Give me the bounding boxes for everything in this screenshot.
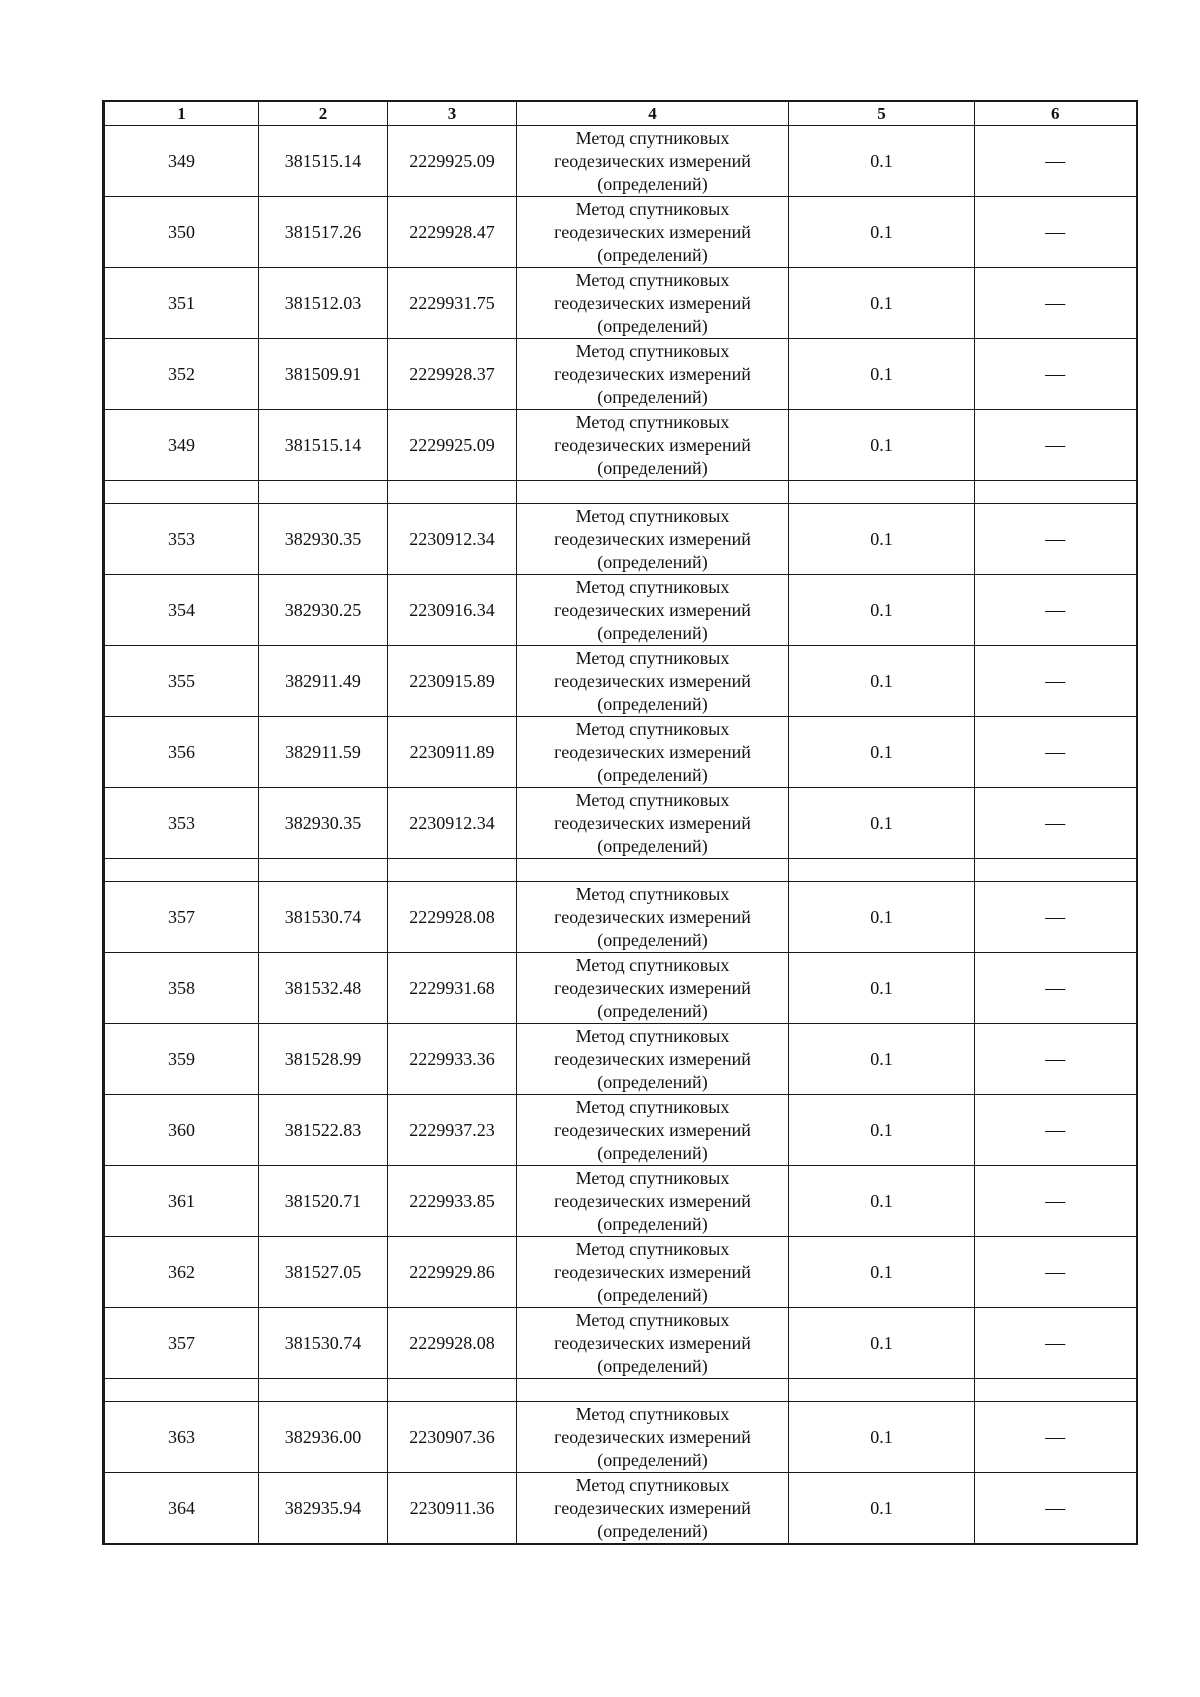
empty-cell xyxy=(104,1379,259,1402)
cell-x-coordinate-text: 381520.71 xyxy=(284,1190,362,1211)
cell-accuracy-text: 0.1 xyxy=(870,906,893,927)
cell-note xyxy=(975,1166,1137,1237)
cell-x-coordinate xyxy=(259,788,388,859)
table-row xyxy=(104,1024,1137,1095)
cell-x-coordinate xyxy=(259,1473,388,1545)
cell-y-coordinate xyxy=(388,717,517,788)
cell-note-text: — xyxy=(1045,740,1066,763)
cell-point-number-text: 355 xyxy=(168,670,195,691)
cell-note xyxy=(975,1024,1137,1095)
cell-method-text: Метод спутниковых геодезических измерений (определений) xyxy=(554,647,751,714)
cell-y-coordinate xyxy=(388,410,517,481)
empty-cell xyxy=(789,481,975,504)
cell-point-number xyxy=(104,882,259,953)
cell-point-number-text: 352 xyxy=(168,363,195,384)
cell-x-coordinate-text: 382935.94 xyxy=(284,1497,362,1518)
cell-x-coordinate xyxy=(259,197,388,268)
cell-accuracy-text: 0.1 xyxy=(870,977,893,998)
cell-method xyxy=(517,197,789,268)
cell-y-coordinate xyxy=(388,953,517,1024)
cell-note xyxy=(975,717,1137,788)
separator-row xyxy=(104,859,1137,882)
cell-accuracy-text: 0.1 xyxy=(870,434,893,455)
empty-cell xyxy=(388,481,517,504)
empty-cell xyxy=(517,1379,789,1402)
cell-note xyxy=(975,953,1137,1024)
cell-y-coordinate xyxy=(388,1095,517,1166)
empty-cell xyxy=(517,481,789,504)
cell-accuracy xyxy=(789,1166,975,1237)
cell-method xyxy=(517,339,789,410)
cell-point-number xyxy=(104,717,259,788)
cell-y-coordinate-text: 2229937.23 xyxy=(409,1119,495,1140)
empty-cell xyxy=(789,859,975,882)
cell-accuracy-text: 0.1 xyxy=(870,221,893,242)
cell-point-number xyxy=(104,1237,259,1308)
cell-note xyxy=(975,126,1137,197)
cell-method xyxy=(517,504,789,575)
cell-point-number-text: 351 xyxy=(168,292,195,313)
cell-point-number-text: 358 xyxy=(168,977,195,998)
cell-method xyxy=(517,953,789,1024)
cell-accuracy xyxy=(789,1024,975,1095)
cell-accuracy-text: 0.1 xyxy=(870,1190,893,1211)
cell-method-text: Метод спутниковых геодезических измерений (определений) xyxy=(554,954,751,1021)
cell-x-coordinate-text: 381515.14 xyxy=(284,434,362,455)
cell-y-coordinate-text: 2229928.37 xyxy=(409,363,495,384)
cell-method-text: Метод спутниковых геодезических измерений (определений) xyxy=(554,1474,751,1541)
cell-x-coordinate xyxy=(259,717,388,788)
cell-note-text: — xyxy=(1045,527,1066,550)
cell-accuracy-text: 0.1 xyxy=(870,150,893,171)
cell-note xyxy=(975,1095,1137,1166)
cell-y-coordinate-text: 2229928.08 xyxy=(409,1332,495,1353)
cell-accuracy xyxy=(789,882,975,953)
cell-point-number-text: 349 xyxy=(168,150,195,171)
cell-note-text: — xyxy=(1045,220,1066,243)
cell-y-coordinate xyxy=(388,646,517,717)
empty-cell xyxy=(789,1379,975,1402)
cell-accuracy xyxy=(789,575,975,646)
cell-note-text: — xyxy=(1045,433,1066,456)
empty-cell xyxy=(388,859,517,882)
cell-point-number-text: 356 xyxy=(168,741,195,762)
cell-method-text: Метод спутниковых геодезических измерений (определений) xyxy=(554,1309,751,1376)
cell-note-text: — xyxy=(1045,905,1066,928)
separator-row xyxy=(104,1379,1137,1402)
cell-note xyxy=(975,788,1137,859)
cell-y-coordinate-text: 2230911.89 xyxy=(409,741,495,762)
cell-accuracy xyxy=(789,1237,975,1308)
cell-note-text: — xyxy=(1045,149,1066,172)
cell-method xyxy=(517,882,789,953)
table-row xyxy=(104,1308,1137,1379)
cell-point-number-text: 363 xyxy=(168,1426,195,1447)
cell-accuracy xyxy=(789,504,975,575)
cell-point-number xyxy=(104,575,259,646)
cell-x-coordinate xyxy=(259,504,388,575)
cell-note xyxy=(975,410,1137,481)
table-row xyxy=(104,575,1137,646)
cell-accuracy-text: 0.1 xyxy=(870,670,893,691)
cell-y-coordinate-text: 2229925.09 xyxy=(409,150,495,171)
empty-cell xyxy=(975,859,1137,882)
cell-y-coordinate xyxy=(388,126,517,197)
empty-cell xyxy=(104,481,259,504)
cell-method xyxy=(517,410,789,481)
cell-point-number xyxy=(104,788,259,859)
cell-point-number-text: 360 xyxy=(168,1119,195,1140)
cell-point-number xyxy=(104,1308,259,1379)
cell-point-number xyxy=(104,197,259,268)
cell-method xyxy=(517,717,789,788)
cell-note xyxy=(975,882,1137,953)
cell-point-number-text: 361 xyxy=(168,1190,195,1211)
cell-y-coordinate-text: 2229931.68 xyxy=(409,977,495,998)
cell-accuracy xyxy=(789,339,975,410)
cell-method-text: Метод спутниковых геодезических измерений (определений) xyxy=(554,1403,751,1470)
cell-point-number-text: 353 xyxy=(168,812,195,833)
cell-point-number-text: 349 xyxy=(168,434,195,455)
cell-method xyxy=(517,1402,789,1473)
cell-note-text: — xyxy=(1045,1331,1066,1354)
empty-cell xyxy=(104,859,259,882)
cell-point-number xyxy=(104,1402,259,1473)
cell-x-coordinate-text: 382911.49 xyxy=(285,670,361,691)
empty-cell xyxy=(259,859,388,882)
cell-method-text: Метод спутниковых геодезических измерений (определений) xyxy=(554,269,751,336)
cell-accuracy-text: 0.1 xyxy=(870,599,893,620)
header-col-1: 1 xyxy=(104,101,259,126)
cell-point-number-text: 354 xyxy=(168,599,195,620)
cell-accuracy xyxy=(789,126,975,197)
cell-note xyxy=(975,1402,1137,1473)
header-col-6: 6 xyxy=(975,101,1137,126)
cell-method-text: Метод спутниковых геодезических измерений (определений) xyxy=(554,411,751,478)
table-body xyxy=(104,126,1137,1545)
cell-note-text: — xyxy=(1045,811,1066,834)
cell-y-coordinate xyxy=(388,1473,517,1545)
cell-point-number xyxy=(104,410,259,481)
empty-cell xyxy=(259,1379,388,1402)
cell-x-coordinate xyxy=(259,646,388,717)
cell-x-coordinate-text: 381528.99 xyxy=(284,1048,362,1069)
table-row xyxy=(104,504,1137,575)
empty-cell xyxy=(975,1379,1137,1402)
cell-note-text: — xyxy=(1045,669,1066,692)
cell-accuracy-text: 0.1 xyxy=(870,741,893,762)
cell-y-coordinate-text: 2229933.36 xyxy=(409,1048,495,1069)
table-row xyxy=(104,126,1137,197)
cell-note xyxy=(975,1308,1137,1379)
cell-method xyxy=(517,1095,789,1166)
cell-y-coordinate xyxy=(388,197,517,268)
cell-method-text: Метод спутниковых геодезических измерений (определений) xyxy=(554,1238,751,1305)
cell-x-coordinate xyxy=(259,410,388,481)
cell-note xyxy=(975,504,1137,575)
cell-note-text: — xyxy=(1045,291,1066,314)
cell-note-text: — xyxy=(1045,1118,1066,1141)
cell-accuracy-text: 0.1 xyxy=(870,363,893,384)
cell-x-coordinate xyxy=(259,339,388,410)
cell-note-text: — xyxy=(1045,1189,1066,1212)
table-row xyxy=(104,268,1137,339)
cell-y-coordinate-text: 2229933.85 xyxy=(409,1190,495,1211)
empty-cell xyxy=(259,481,388,504)
cell-x-coordinate xyxy=(259,953,388,1024)
header-col-3: 3 xyxy=(388,101,517,126)
cell-accuracy xyxy=(789,197,975,268)
cell-x-coordinate-text: 381530.74 xyxy=(284,906,362,927)
cell-x-coordinate-text: 381530.74 xyxy=(284,1332,362,1353)
cell-point-number-text: 353 xyxy=(168,528,195,549)
cell-method xyxy=(517,575,789,646)
table-row xyxy=(104,1166,1137,1237)
cell-x-coordinate xyxy=(259,268,388,339)
coordinates-table xyxy=(102,100,1138,1545)
cell-point-number xyxy=(104,646,259,717)
cell-accuracy-text: 0.1 xyxy=(870,1426,893,1447)
cell-point-number xyxy=(104,339,259,410)
empty-cell xyxy=(975,481,1137,504)
cell-accuracy xyxy=(789,410,975,481)
cell-y-coordinate-text: 2230916.34 xyxy=(409,599,495,620)
cell-point-number-text: 357 xyxy=(168,1332,195,1353)
cell-point-number xyxy=(104,1166,259,1237)
cell-note xyxy=(975,268,1137,339)
cell-x-coordinate-text: 382911.59 xyxy=(285,741,361,762)
cell-x-coordinate-text: 382930.35 xyxy=(284,528,362,549)
cell-x-coordinate xyxy=(259,882,388,953)
cell-x-coordinate-text: 381532.48 xyxy=(284,977,362,998)
table-row xyxy=(104,788,1137,859)
cell-point-number xyxy=(104,1024,259,1095)
table-header xyxy=(104,101,1137,126)
cell-y-coordinate-text: 2230915.89 xyxy=(409,670,495,691)
cell-method-text: Метод спутниковых геодезических измерений (определений) xyxy=(554,198,751,265)
cell-accuracy xyxy=(789,953,975,1024)
cell-y-coordinate-text: 2229925.09 xyxy=(409,434,495,455)
cell-method xyxy=(517,126,789,197)
table-row xyxy=(104,953,1137,1024)
header-col-4: 4 xyxy=(517,101,789,126)
cell-y-coordinate-text: 2230912.34 xyxy=(409,528,495,549)
header-row xyxy=(104,101,1137,126)
cell-accuracy-text: 0.1 xyxy=(870,292,893,313)
cell-note xyxy=(975,575,1137,646)
cell-x-coordinate xyxy=(259,1308,388,1379)
cell-note-text: — xyxy=(1045,1496,1066,1519)
header-col-5: 5 xyxy=(789,101,975,126)
cell-point-number xyxy=(104,1095,259,1166)
cell-y-coordinate-text: 2229928.47 xyxy=(409,221,495,242)
cell-note-text: — xyxy=(1045,976,1066,999)
cell-x-coordinate xyxy=(259,1095,388,1166)
cell-point-number-text: 362 xyxy=(168,1261,195,1282)
cell-method-text: Метод спутниковых геодезических измерений (определений) xyxy=(554,1167,751,1234)
table-row xyxy=(104,1095,1137,1166)
cell-y-coordinate xyxy=(388,788,517,859)
cell-x-coordinate-text: 381512.03 xyxy=(284,292,362,313)
cell-point-number-text: 357 xyxy=(168,906,195,927)
cell-accuracy xyxy=(789,646,975,717)
cell-accuracy xyxy=(789,1473,975,1545)
cell-point-number xyxy=(104,1473,259,1545)
cell-note-text: — xyxy=(1045,1425,1066,1448)
cell-method xyxy=(517,646,789,717)
cell-point-number xyxy=(104,268,259,339)
cell-method-text: Метод спутниковых геодезических измерений (определений) xyxy=(554,1096,751,1163)
cell-x-coordinate xyxy=(259,1024,388,1095)
cell-note-text: — xyxy=(1045,1260,1066,1283)
cell-accuracy-text: 0.1 xyxy=(870,1497,893,1518)
cell-y-coordinate-text: 2229929.86 xyxy=(409,1261,495,1282)
cell-y-coordinate-text: 2229928.08 xyxy=(409,906,495,927)
cell-method-text: Метод спутниковых геодезических измерений (определений) xyxy=(554,576,751,643)
cell-method-text: Метод спутниковых геодезических измерений (определений) xyxy=(554,127,751,194)
cell-y-coordinate xyxy=(388,1402,517,1473)
cell-x-coordinate-text: 381527.05 xyxy=(284,1261,362,1282)
cell-method-text: Метод спутниковых геодезических измерений (определений) xyxy=(554,1025,751,1092)
cell-y-coordinate xyxy=(388,268,517,339)
cell-method-text: Метод спутниковых геодезических измерений (определений) xyxy=(554,883,751,950)
separator-row xyxy=(104,481,1137,504)
cell-accuracy xyxy=(789,717,975,788)
cell-y-coordinate xyxy=(388,1024,517,1095)
cell-method-text: Метод спутниковых геодезических измерений (определений) xyxy=(554,340,751,407)
table-row xyxy=(104,646,1137,717)
cell-accuracy xyxy=(789,1402,975,1473)
cell-method xyxy=(517,1237,789,1308)
cell-y-coordinate xyxy=(388,1237,517,1308)
cell-method-text: Метод спутниковых геодезических измерений (определений) xyxy=(554,718,751,785)
cell-x-coordinate-text: 381509.91 xyxy=(284,363,362,384)
cell-note xyxy=(975,1473,1137,1545)
cell-method xyxy=(517,1166,789,1237)
cell-y-coordinate xyxy=(388,1166,517,1237)
cell-x-coordinate-text: 381522.83 xyxy=(284,1119,362,1140)
cell-method xyxy=(517,268,789,339)
table-row xyxy=(104,882,1137,953)
cell-accuracy-text: 0.1 xyxy=(870,1261,893,1282)
cell-note xyxy=(975,197,1137,268)
cell-method xyxy=(517,788,789,859)
cell-x-coordinate xyxy=(259,126,388,197)
cell-accuracy-text: 0.1 xyxy=(870,1332,893,1353)
cell-accuracy xyxy=(789,788,975,859)
cell-note xyxy=(975,646,1137,717)
cell-accuracy-text: 0.1 xyxy=(870,528,893,549)
cell-x-coordinate xyxy=(259,1402,388,1473)
empty-cell xyxy=(388,1379,517,1402)
cell-accuracy-text: 0.1 xyxy=(870,812,893,833)
cell-accuracy xyxy=(789,1308,975,1379)
cell-accuracy xyxy=(789,268,975,339)
cell-point-number xyxy=(104,953,259,1024)
cell-method xyxy=(517,1473,789,1545)
cell-y-coordinate xyxy=(388,882,517,953)
cell-note-text: — xyxy=(1045,362,1066,385)
cell-method-text: Метод спутниковых геодезических измерений (определений) xyxy=(554,789,751,856)
cell-y-coordinate-text: 2230911.36 xyxy=(409,1497,495,1518)
cell-x-coordinate-text: 382930.25 xyxy=(284,599,362,620)
table-row xyxy=(104,197,1137,268)
cell-note-text: — xyxy=(1045,598,1066,621)
table-row xyxy=(104,1237,1137,1308)
cell-note xyxy=(975,1237,1137,1308)
cell-note-text: — xyxy=(1045,1047,1066,1070)
cell-y-coordinate xyxy=(388,339,517,410)
cell-x-coordinate-text: 381515.14 xyxy=(284,150,362,171)
cell-x-coordinate-text: 382930.35 xyxy=(284,812,362,833)
table-row xyxy=(104,410,1137,481)
cell-x-coordinate-text: 381517.26 xyxy=(284,221,362,242)
cell-accuracy xyxy=(789,1095,975,1166)
cell-note xyxy=(975,339,1137,410)
cell-y-coordinate xyxy=(388,504,517,575)
table-row xyxy=(104,1473,1137,1545)
cell-y-coordinate xyxy=(388,1308,517,1379)
cell-y-coordinate xyxy=(388,575,517,646)
cell-x-coordinate xyxy=(259,1166,388,1237)
cell-x-coordinate xyxy=(259,1237,388,1308)
cell-accuracy-text: 0.1 xyxy=(870,1119,893,1140)
cell-point-number-text: 350 xyxy=(168,221,195,242)
table-row xyxy=(104,339,1137,410)
cell-point-number xyxy=(104,504,259,575)
cell-method xyxy=(517,1024,789,1095)
cell-point-number-text: 359 xyxy=(168,1048,195,1069)
cell-method-text: Метод спутниковых геодезических измерений (определений) xyxy=(554,505,751,572)
header-col-2: 2 xyxy=(259,101,388,126)
cell-point-number xyxy=(104,126,259,197)
table-row xyxy=(104,717,1137,788)
cell-x-coordinate-text: 382936.00 xyxy=(284,1426,362,1447)
cell-method xyxy=(517,1308,789,1379)
cell-x-coordinate xyxy=(259,575,388,646)
cell-y-coordinate-text: 2230907.36 xyxy=(409,1426,495,1447)
table-row xyxy=(104,1402,1137,1473)
cell-y-coordinate-text: 2230912.34 xyxy=(409,812,495,833)
cell-y-coordinate-text: 2229931.75 xyxy=(409,292,495,313)
empty-cell xyxy=(517,859,789,882)
cell-point-number-text: 364 xyxy=(168,1497,195,1518)
cell-accuracy-text: 0.1 xyxy=(870,1048,893,1069)
